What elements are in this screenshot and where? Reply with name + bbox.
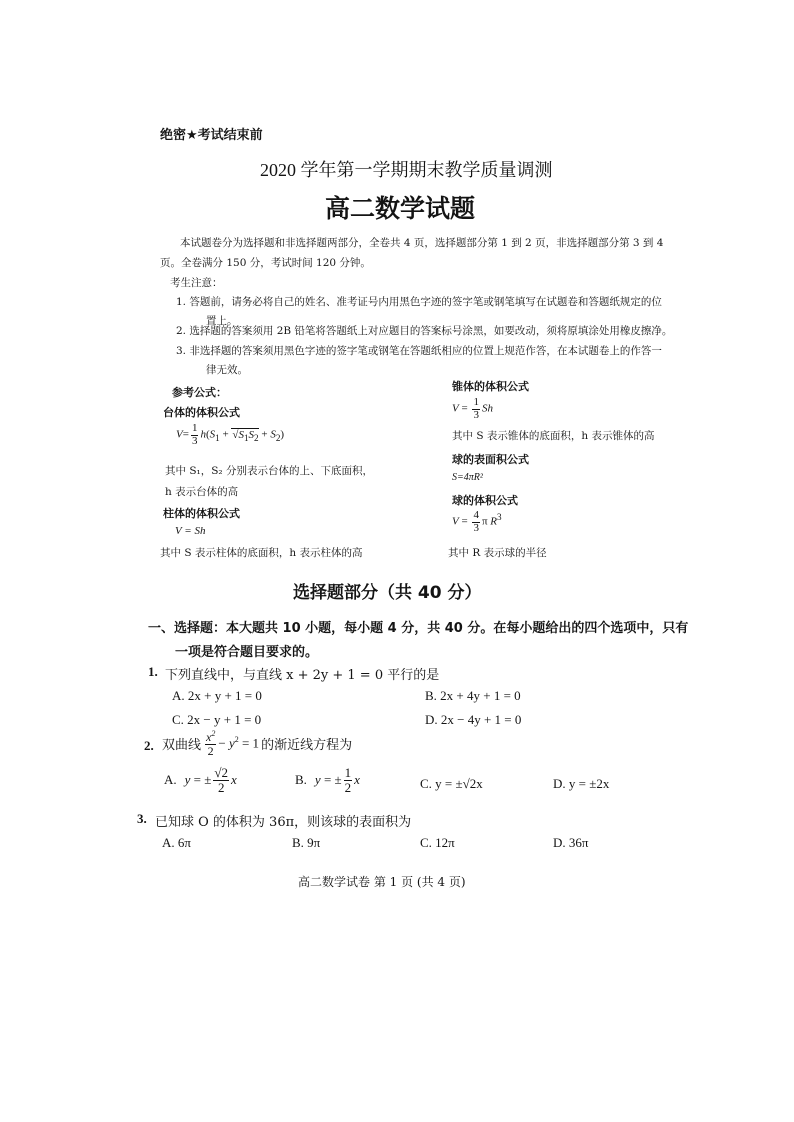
q1-option-c: C. 2x − y + 1 = 0: [172, 712, 262, 727]
prism-formula: V = Sh: [175, 525, 206, 537]
cone-desc: 其中 S 表示锥体的底面积，h 表示锥体的高: [452, 430, 655, 442]
q1-option-d: D. 2x − 4y + 1 = 0: [425, 712, 522, 727]
notice-item-1-cont: 置上。: [206, 315, 238, 327]
intro-line-2: 页。全卷满分 150 分，考试时间 120 分钟。: [160, 257, 371, 269]
notice-item-3-cont: 律无效。: [206, 364, 248, 376]
notice-heading: 考生注意：: [170, 277, 223, 289]
prism-title: 柱体的体积公式: [163, 507, 240, 520]
sphere-vol-title: 球的体积公式: [452, 494, 518, 507]
q3-option-b: B. 9π: [292, 835, 321, 850]
frustum-desc-1: 其中 S₁，S₂ 分别表示台体的上、下底面积，: [165, 465, 373, 477]
question-number-1: 1.: [148, 664, 158, 679]
question-number-2: 2.: [144, 738, 154, 753]
notice-item-1: 1. 答题前，请务必将自己的姓名、准考证号内用黑色字迹的签字笔或钢笔填写在试题卷和答题纸规定的位: [176, 296, 662, 308]
q2-option-d: D. y = ±2x: [553, 776, 610, 791]
sphere-vol-formula: V = $\frac{4}{3}$ π $R^3$: [452, 509, 502, 534]
intro-line-1: 本试题卷分为选择题和非选择题两部分，全卷共 4 页，选择题部分第 1 到 2 页，非选择题部分第 3 到 4: [180, 237, 664, 249]
q3-option-a: A. 6π: [162, 835, 191, 850]
frustum-desc-2: h 表示台体的高: [165, 486, 239, 498]
q2-option-a: A. y = ± $\frac{√2}{2}$ x: [164, 765, 237, 795]
section-title: 选择题部分（共 40 分）: [293, 583, 482, 603]
q1-option-a: A. 2x + y + 1 = 0: [172, 688, 262, 703]
cone-formula: V = $\frac{1}{3}$ Sh: [452, 396, 493, 421]
question-stem-1: 下列直线中，与直线 x + 2y + 1 = 0 平行的是: [165, 668, 440, 683]
q2-option-a-label: A.: [164, 772, 177, 788]
sphere-area-title: 球的表面积公式: [452, 453, 529, 466]
question-number-3: 3.: [137, 811, 147, 826]
formulas-heading: 参考公式：: [172, 386, 227, 399]
section-instruction-2: 一项是符合题目要求的。: [175, 645, 319, 660]
sphere-area-formula: S=4πR²: [452, 472, 483, 483]
q3-option-c: C. 12π: [420, 835, 455, 850]
notice-item-3: 3. 非选择题的答案须用黑色字迹的签字笔或钢笔在答题纸相应的位置上规范作答，在本试题卷上的作答一: [176, 345, 662, 357]
question-stem-2-pre: 双曲线: [162, 738, 202, 754]
sphere-desc: 其中 R 表示球的半径: [448, 547, 547, 559]
cone-title: 锥体的体积公式: [452, 380, 529, 393]
notice-item-2: 2. 选择题的答案须用 2B 铅笔将答题纸上对应题目的答案标号涂黑，如要改动，须将原填涂处用橡皮擦净。: [176, 325, 673, 337]
section-instruction-1: 一、选择题：本大题共 10 小题，每小题 4 分，共 40 分。在每小题给出的四个选项中，只有: [148, 621, 689, 636]
page-title: 高二数学试题: [325, 194, 476, 223]
exam-subtitle: 2020 学年第一学期期末教学质量调测: [260, 160, 553, 180]
q3-option-d: D. 36π: [553, 835, 589, 850]
question-stem-3: 已知球 O 的体积为 36π，则该球的表面积为: [155, 815, 412, 830]
frustum-formula: V= $\frac{1}{3}$ $h(S_1 + √S_1S_2 + S_2)$: [176, 422, 285, 447]
question-stem-2-post: 的渐近线方程为: [261, 738, 353, 754]
frustum-title: 台体的体积公式: [163, 406, 240, 419]
question-stem-2: 双曲线 $\frac{x^2}{2}$ − $y^2 = 1$ 的渐近线方程为: [162, 729, 353, 758]
confidential-label: 绝密★考试结束前: [160, 128, 263, 143]
prism-desc: 其中 S 表示柱体的底面积，h 表示柱体的高: [160, 547, 363, 559]
q1-option-b: B. 2x + 4y + 1 = 0: [425, 688, 521, 703]
page-footer: 高二数学试卷 第 1 页 (共 4 页): [298, 875, 466, 889]
q2-option-b-label: B.: [295, 772, 307, 788]
q2-option-b: B. y = ± $\frac{1}{2}$ x: [295, 765, 360, 795]
q2-option-c: C. y = ±√2x: [420, 776, 483, 791]
